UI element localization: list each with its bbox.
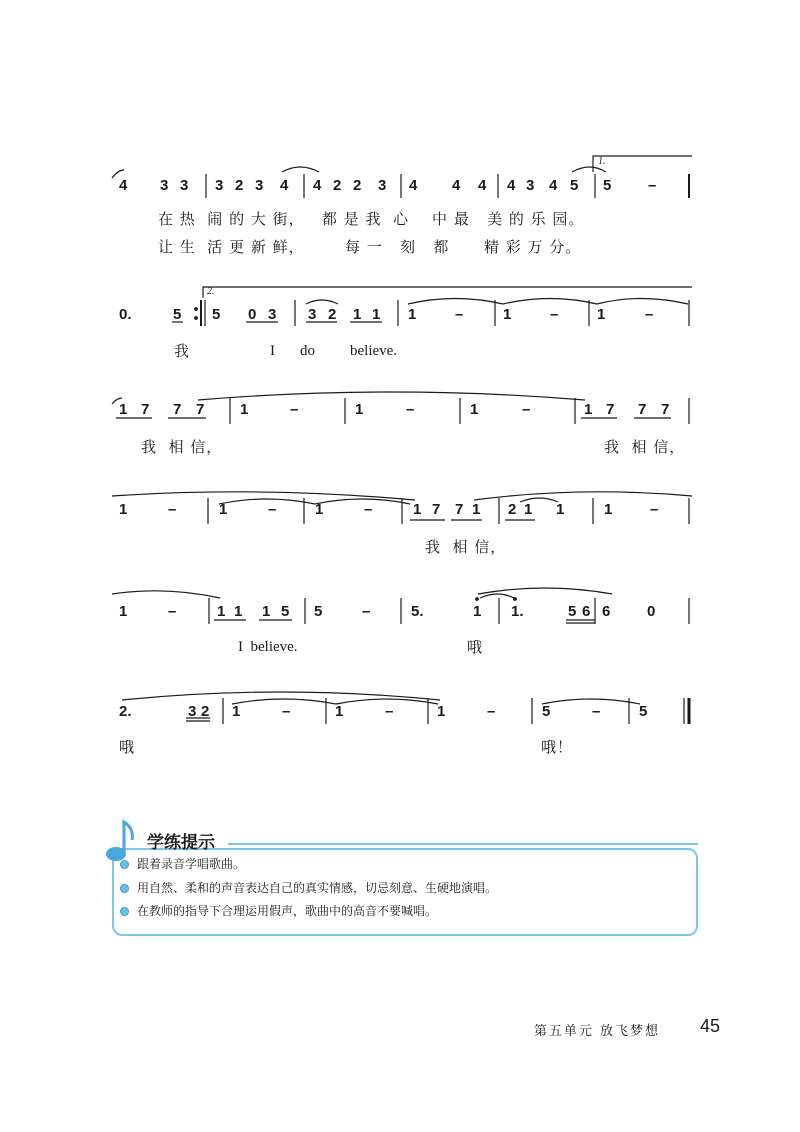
note-glyph: 7 <box>638 401 647 418</box>
note-glyph: 2 <box>201 703 210 720</box>
lyric-line: I believe. <box>238 639 298 655</box>
page-number: 45 <box>700 1016 721 1036</box>
note-glyph: 1 <box>353 306 362 323</box>
note-glyph: 1 <box>262 603 271 620</box>
note-glyph: 1 <box>473 603 482 620</box>
note-glyph: 7 <box>196 401 205 418</box>
note-glyph: 7 <box>455 501 464 518</box>
note-glyph: 5 <box>603 177 612 194</box>
tip-text: 用自然、柔和的声音表达自己的真实情感，切忌刻意、生硬地演唱。 <box>137 881 498 895</box>
note-glyph: 1 <box>437 703 446 720</box>
note-glyph: 5 <box>173 306 182 323</box>
note-glyph: – <box>168 603 177 620</box>
lyric-line: 我 相 信， <box>425 538 507 556</box>
note-glyph: 1 <box>219 501 228 518</box>
note-glyph: 5 <box>314 603 323 620</box>
note-glyph: – <box>645 306 654 323</box>
note-glyph: – <box>385 703 394 720</box>
note-glyph: 5 <box>570 177 579 194</box>
note-glyph: 4 <box>549 177 558 194</box>
lyric-word: believe. <box>350 343 398 359</box>
note-glyph: 0 <box>248 306 257 323</box>
unit-label: 第五单元 放飞梦想 <box>533 1024 660 1039</box>
note-glyph: – <box>648 177 657 194</box>
lyric-word: 哦！ <box>541 738 574 756</box>
note-glyph: 0. <box>119 306 132 323</box>
tips-title: 学练提示 <box>147 833 215 853</box>
note-glyph: 3 <box>180 177 189 194</box>
note-glyph: 1 <box>355 401 364 418</box>
note-glyph: 2 <box>333 177 342 194</box>
note-glyph: – <box>290 401 299 418</box>
tip-text: 跟着录音学唱歌曲。 <box>137 857 246 871</box>
note-glyph: 3 <box>308 306 317 323</box>
note-glyph: – <box>168 501 177 518</box>
note-glyph: 7 <box>432 501 441 518</box>
bullet-dot-icon <box>120 860 129 869</box>
note-glyph: 5 <box>568 603 577 620</box>
note-glyph: 4 <box>280 177 289 194</box>
note-glyph: 0 <box>647 603 656 620</box>
note-glyph: 1 <box>472 501 481 518</box>
lyric-word: do <box>300 343 315 359</box>
lyric-word: 我 <box>174 342 191 360</box>
note-glyph: 1 <box>604 501 613 518</box>
lyric-word: 哦 <box>467 638 484 656</box>
note-glyph: 1 <box>503 306 512 323</box>
note-glyph: 2. <box>119 703 132 720</box>
note-glyph: 1 <box>335 703 344 720</box>
note-glyph: 1 <box>119 603 128 620</box>
note-glyph: 1 <box>372 306 381 323</box>
note-glyph: 1. <box>511 603 524 620</box>
note-glyph: 2 <box>353 177 362 194</box>
note-glyph: 2 <box>508 501 517 518</box>
note-glyph: 1 <box>119 501 128 518</box>
note-glyph: 1 <box>524 501 533 518</box>
lyric-line: 在 热 闹 的 大 街， 都 是 我 心 中 最 美 的 乐 园。 <box>158 210 585 228</box>
note-glyph: 3 <box>188 703 197 720</box>
note-glyph: 4 <box>119 177 128 194</box>
tip-item <box>120 856 245 872</box>
note-glyph: 2 <box>328 306 337 323</box>
note-glyph: 3 <box>255 177 264 194</box>
note-glyph: 1 <box>556 501 565 518</box>
note-glyph: 5 <box>542 703 551 720</box>
title-underline <box>228 842 698 846</box>
note-glyph: 1 <box>408 306 417 323</box>
note-glyph: 7 <box>661 401 670 418</box>
note-glyph: 5 <box>639 703 648 720</box>
note-glyph: 1 <box>119 401 128 418</box>
note-glyph: 1 <box>240 401 249 418</box>
note-glyph: 1 <box>470 401 479 418</box>
note-glyph: 4 <box>507 177 516 194</box>
note-glyph: 1 <box>217 603 226 620</box>
note-glyph: 7 <box>173 401 182 418</box>
tip-item <box>120 903 437 919</box>
note-glyph: 3 <box>378 177 387 194</box>
lyric-word: 哦 <box>119 738 136 756</box>
bullet-dot-icon <box>120 907 129 916</box>
note-glyph: 4 <box>409 177 418 194</box>
note-glyph: 5. <box>411 603 424 620</box>
lyric-word: I <box>270 343 275 359</box>
note-glyph: 3 <box>268 306 277 323</box>
note-glyph: – <box>406 401 415 418</box>
note-glyph: – <box>282 703 291 720</box>
note-glyph: 1 <box>315 501 324 518</box>
note-glyph: – <box>268 501 277 518</box>
volta-label-second: 2. <box>207 286 215 297</box>
note-glyph: – <box>455 306 464 323</box>
lyric-line: 我 相 信， <box>141 438 223 456</box>
bullet-dot-icon <box>120 884 129 893</box>
tip-text: 在教师的指导下合理运用假声，歌曲中的高音不要喊唱。 <box>137 904 438 918</box>
note-glyph: 4 <box>313 177 322 194</box>
note-glyph: 1 <box>234 603 243 620</box>
note-glyph: – <box>364 501 373 518</box>
lyric-line: 让 生 活 更 新 鲜， 每 一 刻 都 精 彩 万 分。 <box>158 238 582 256</box>
note-glyph: 1 <box>232 703 241 720</box>
note-glyph: – <box>522 401 531 418</box>
note-glyph: 5 <box>281 603 290 620</box>
note-glyph: 6 <box>582 603 591 620</box>
note-glyph: – <box>362 603 371 620</box>
note-glyph: 1 <box>584 401 593 418</box>
note-glyph: 1 <box>597 306 606 323</box>
note-glyph: 7 <box>141 401 150 418</box>
note-glyph: 7 <box>606 401 615 418</box>
volta-label-first: 1. <box>598 156 606 167</box>
note-glyph: 3 <box>526 177 535 194</box>
note-glyph: 1 <box>413 501 422 518</box>
note-glyph: 3 <box>215 177 224 194</box>
lyric-line: 我 相 信， <box>604 438 686 456</box>
note-glyph: 5 <box>212 306 221 323</box>
note-glyph: 4 <box>452 177 461 194</box>
note-glyph: 2 <box>235 177 244 194</box>
note-glyph: 4 <box>478 177 487 194</box>
note-glyph: 6 <box>602 603 611 620</box>
note-glyph: 3 <box>160 177 169 194</box>
tip-item <box>120 880 497 896</box>
note-glyph: – <box>487 703 496 720</box>
note-glyph: – <box>592 703 601 720</box>
note-glyph: – <box>550 306 559 323</box>
note-glyph: – <box>650 501 659 518</box>
